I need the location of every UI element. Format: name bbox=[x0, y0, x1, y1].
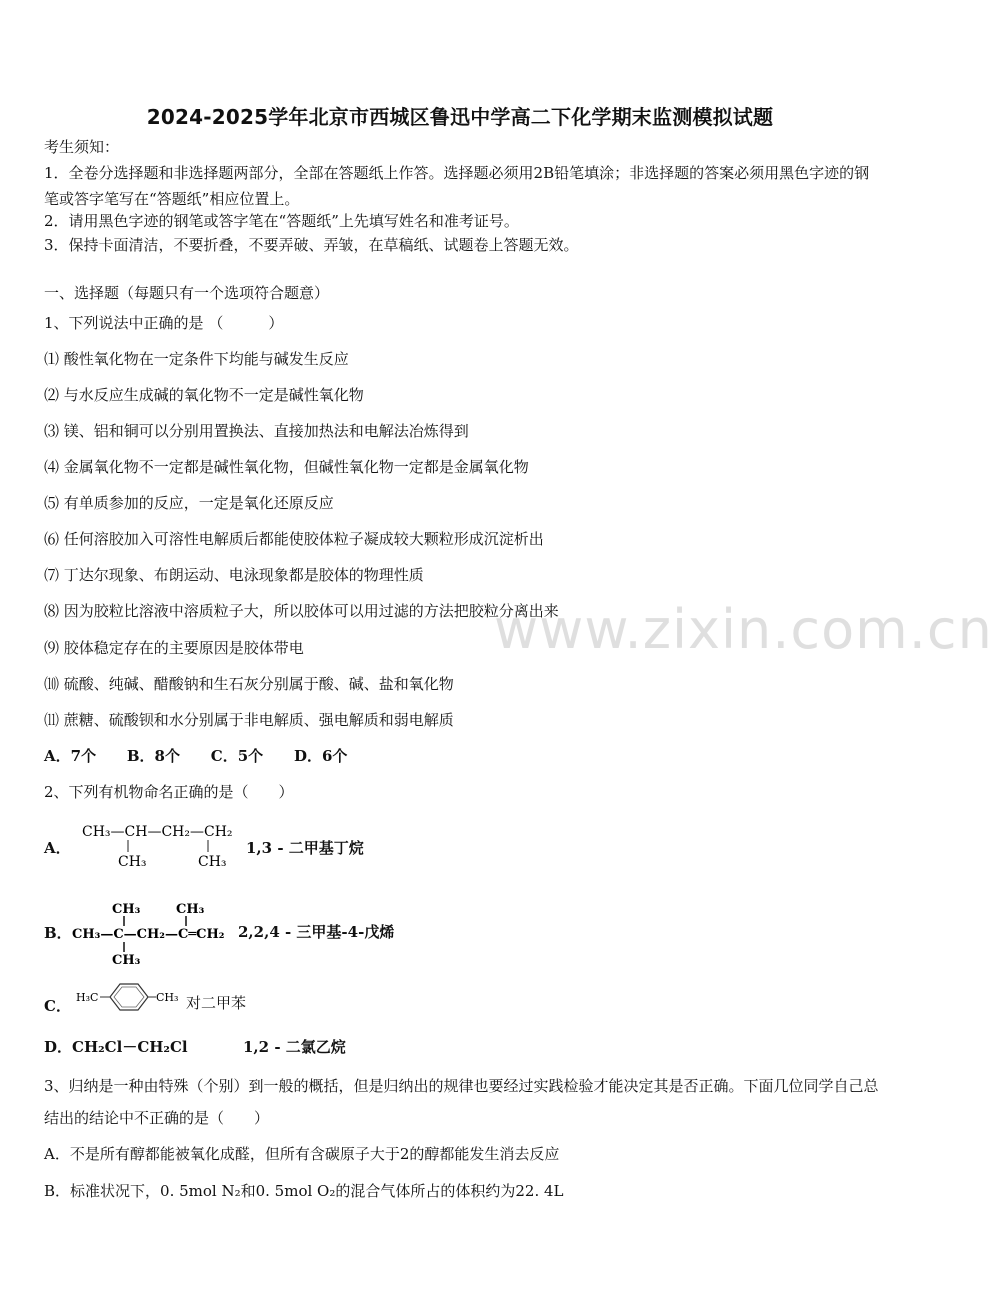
question-1-stem: 1、下列说法中正确的是 （ ） bbox=[44, 314, 284, 332]
q1-statement-5: ⑸ 有单质参加的反应，一定是氧化还原反应 bbox=[44, 494, 334, 512]
question-3-stem: 3、归纳是一种由特殊（个别）到一般的概括，但是归纳出的规律也要经过实践检验才能决定其是否正确。下面几位同学自己总结出的结论中不正确的是（ ） bbox=[44, 1077, 879, 1127]
page-title: 2024-2025学年北京市西城区鲁迅中学高二下化学期末监测模拟试题 bbox=[146, 105, 774, 129]
q1-statement-10: ⑽ 硫酸、纯碱、醋酸钠和生石灰分别属于酸、碱、盐和氧化物 bbox=[44, 675, 454, 693]
q3-option-a[interactable]: A．不是所有醇都能被氧化成醛，但所有含碳原子大于2的醇都能发生消去反应 bbox=[44, 1145, 560, 1163]
q2-option-c-name: 对二甲苯 bbox=[186, 994, 247, 1012]
watermark: www.zixin.com.cn bbox=[494, 598, 993, 661]
a-main-chain: CH₃—CH—CH₂—CH₂ bbox=[82, 824, 233, 840]
notice-item-1: 1．全卷分选择题和非选择题两部分，全部在答题纸上作答。选择题必须用2B铅笔填涂；非选择题的答案必须用黑色字迹的钢笔或答字笔写在“答题纸”相应位置上。 bbox=[44, 164, 870, 208]
c-right-group: CH₃ bbox=[156, 991, 179, 1004]
q1-option-d[interactable]: D．6个 bbox=[293, 747, 348, 765]
q2-option-a-structure bbox=[78, 818, 248, 872]
q1-statement-3: ⑶ 镁、铝和铜可以分别用置换法、直接加热法和电解法冶炼得到 bbox=[44, 422, 469, 440]
q1-options bbox=[44, 746, 373, 766]
q2-option-b-label[interactable]: B． bbox=[44, 924, 72, 942]
benzene-ring-icon bbox=[110, 984, 148, 1010]
q2-option-d-formula: CH₂Cl－CH₂Cl bbox=[72, 1038, 188, 1056]
b-bottom: CH₃ bbox=[112, 953, 141, 968]
q1-statement-8: ⑻ 因为胶粒比溶液中溶质粒子大，所以胶体可以用过滤的方法把胶粒分离出来 bbox=[44, 602, 559, 620]
b-top-2: CH₃ bbox=[176, 902, 205, 917]
q2-option-c-label[interactable]: C． bbox=[44, 997, 71, 1015]
q2-option-b-name: 2,2,4 - 三甲基-4-戊烯 bbox=[238, 923, 395, 941]
q3-option-b[interactable]: B．标准状况下，0. 5mol N₂和0. 5mol O₂的混合气体所占的体积约为22. 4L bbox=[44, 1182, 564, 1200]
q2-option-c-structure bbox=[76, 980, 186, 1030]
q1-option-a[interactable]: A．7个 bbox=[44, 747, 97, 765]
notice-heading: 考生须知： bbox=[44, 138, 120, 156]
q2-option-d-name: 1,2 - 二氯乙烷 bbox=[243, 1038, 346, 1056]
a-sub-1: CH₃ bbox=[118, 854, 147, 870]
q2-option-a-label[interactable]: A． bbox=[44, 839, 71, 857]
q1-statement-11: ⑾ 蔗糖、硫酸钡和水分别属于非电解质、强电解质和弱电解质 bbox=[44, 711, 454, 729]
a-sub-2: CH₃ bbox=[198, 854, 227, 870]
q1-statement-2: ⑵ 与水反应生成碱的氧化物不一定是碱性氧化物 bbox=[44, 386, 364, 404]
b-main-chain: CH₃—C—CH₂—C═CH₂ bbox=[72, 927, 225, 942]
q1-statement-6: ⑹ 任何溶胶加入可溶性电解质后都能使胶体粒子凝成较大颗粒形成沉淀析出 bbox=[44, 530, 544, 548]
q1-option-c[interactable]: C．5个 bbox=[210, 747, 264, 765]
c-inner-ring bbox=[114, 987, 144, 1007]
q1-statement-9: ⑼ 胶体稳定存在的主要原因是胶体带电 bbox=[44, 639, 304, 657]
c-left-group: H₃C bbox=[76, 991, 99, 1004]
q2-option-a-name: 1,3 - 二甲基丁烷 bbox=[246, 839, 364, 857]
question-2-stem: 2、下列有机物命名正确的是（ ） bbox=[44, 783, 294, 801]
q2-option-d-label[interactable]: D． bbox=[44, 1038, 73, 1056]
q1-statement-4: ⑷ 金属氧化物不一定都是碱性氧化物，但碱性氧化物一定都是金属氧化物 bbox=[44, 458, 529, 476]
q2-option-b-structure bbox=[72, 898, 238, 968]
b-top-1: CH₃ bbox=[112, 902, 141, 917]
notice-item-3: 3．保持卡面清洁，不要折叠，不要弄破、弄皱，在草稿纸、试题卷上答题无效。 bbox=[44, 236, 579, 254]
q1-statement-7: ⑺ 丁达尔现象、布朗运动、电泳现象都是胶体的物理性质 bbox=[44, 566, 424, 584]
section-heading: 一、选择题（每题只有一个选项符合题意） bbox=[44, 284, 330, 302]
q1-statement-1: ⑴ 酸性氧化物在一定条件下均能与碱发生反应 bbox=[44, 350, 349, 368]
q1-option-b[interactable]: B．8个 bbox=[126, 747, 180, 765]
notice-item-2: 2．请用黑色字迹的钢笔或答字笔在“答题纸”上先填写姓名和准考证号。 bbox=[44, 212, 519, 230]
